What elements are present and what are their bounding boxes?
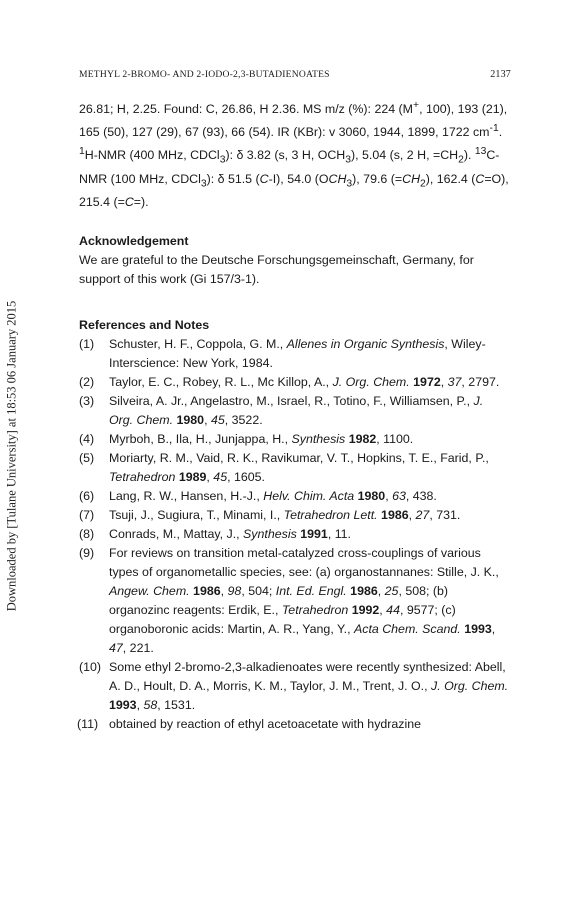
reference-item: (2) Taylor, E. C., Robey, R. L., Mc Killop, A., J. Org. Chem. 1972, 37, 2797. [79,375,500,390]
acknowledgement-text: We are grateful to the Deutsche Forschungsgemeinschaft, Germany, for support of this work (Gi 157/3-1). [79,253,474,287]
download-watermark [0,0,20,913]
page-content [79,96,509,734]
reference-item: (5) Moriarty, R. M., Vaid, R. K., Ravikumar, V. T., Hopkins, T. E., Farid, P., Tetrahedron 1989, 45, 1605. [79,451,489,485]
acknowledgement-heading: Acknowledgement [79,234,189,249]
reference-item: (8) Conrads, M., Mattay, J., Synthesis 1991, 11. [79,527,352,542]
reference-item: (10) Some ethyl 2-bromo-2,3-alkadienoates were recently synthesized: Abell, A. D., Hoult, D. A., Morris, K. M., Taylor, J. M., Trent, J. O., J. Org. Chem. 1993, 58, 1531. [79,660,509,713]
reference-item: (7) Tsuji, J., Sugiura, T., Minami, I., Tetrahedron Lett. 1986, 27, 731. [79,508,461,523]
page-number: 2137 [490,69,511,80]
analytical-data-paragraph: 26.81; H, 2.25. Found: C, 26.86, H 2.36. MS m/z (%): 224 (M+, 100), 193 (21), 165 (50), 127 (29), 67 (93), 66 (54). IR (KBr): v 3060, 1944, 1899, 1722 $cm^{-1}$. $^1$H-NMR (400 MHz, CDCl$_3$): δ 3.82 (s, 3 H, $OCH_3$), 5.04 (s, 2 H, $=CH_2$). $^{13}$C-NMR (100 MHz, CDCl$_3$): δ 51.5 (C-I), 54.0 $(OCH_3)$, 79.6 $(=CH_2)$, 162.4 (C=O), 215.4 (=C=). [79,100,509,210]
references-heading: References and Notes [79,318,210,333]
reference-item: (4) Myrboh, B., Ila, H., Junjappa, H., Synthesis 1982, 1100. [79,432,414,447]
running-head-title: METHYL 2-BROMO- AND 2-IODO-2,3-BUTADIENOATES [79,69,330,80]
reference-item: (6) Lang, R. W., Hansen, H.-J., Helv. Chim. Acta 1980, 63, 438. [79,489,437,504]
reference-item: (3) Silveira, A. Jr., Angelastro, M., Israel, R., Totino, F., Williamsen, P., J. Org. Chem. 1980, 45, 3522. [79,394,484,428]
reference-item: (11) obtained by reaction of ethyl acetoacetate with hydrazine [77,717,422,732]
reference-item: (9) For reviews on transition metal-catalyzed cross-couplings of various types of organometallic species, see: (a) organostannanes: Stille, J. K., Angew. Chem. 1986, 98, 504; Int. Ed. Engl. 1986, 25, 508; (b) organozinc reagents: Erdik, E., Tetrahedron 1992, 44, 9577; (c) organoboronic acids: Martin, A. R., Yang, Y., Acta Chem. Scand. 1993, 47, 221. [79,546,499,656]
reference-item: (1) Schuster, H. F., Coppola, G. M., Allenes in Organic Synthesis, Wiley-Interscience: New York, 1984. [79,337,486,371]
download-note: Downloaded by [Tulane University] at 18:53 06 January 2015 [4,300,19,612]
